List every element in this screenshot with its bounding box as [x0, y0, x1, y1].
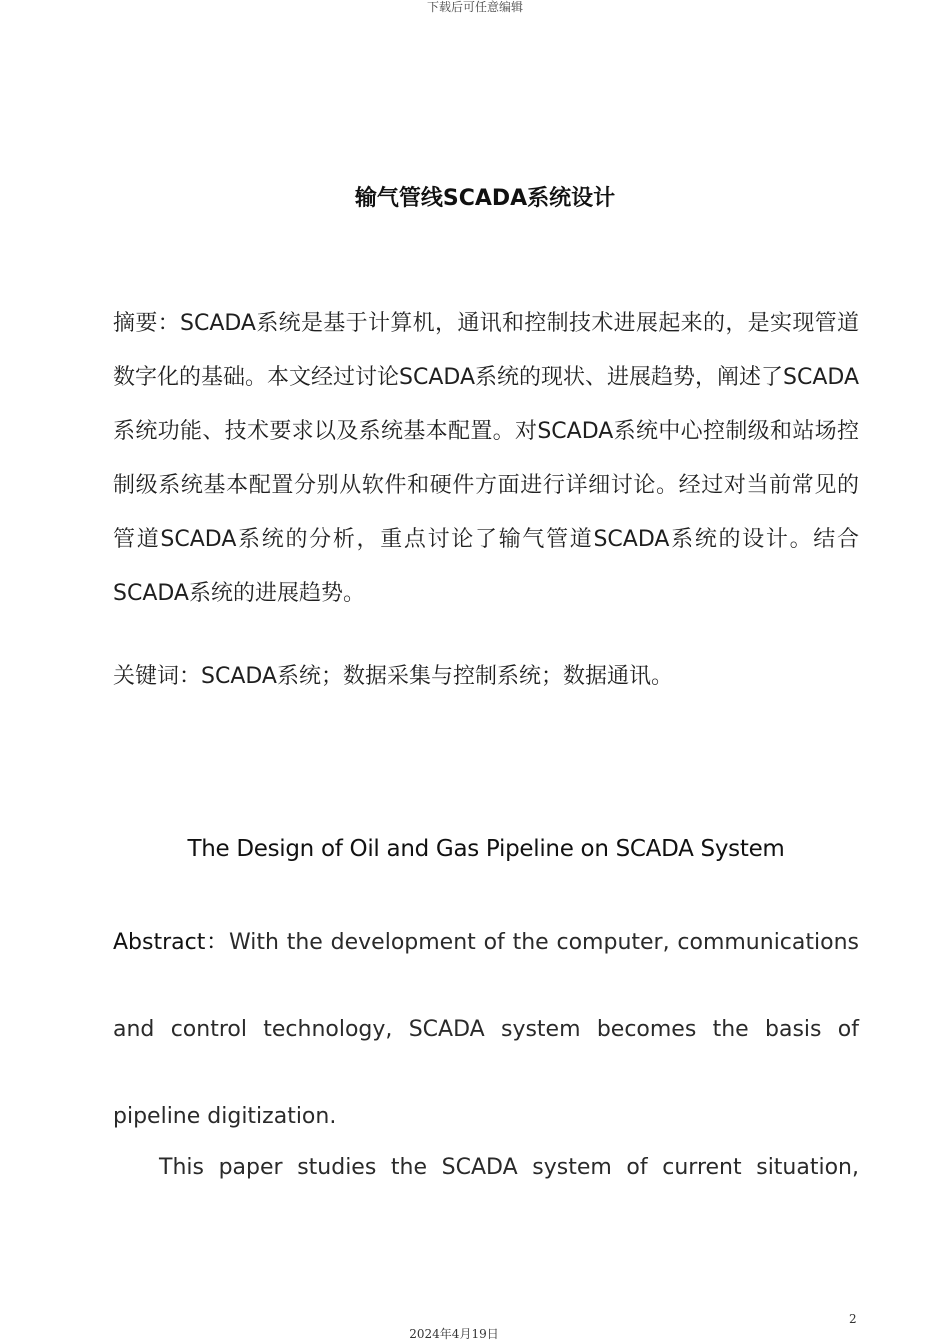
english-abstract-text: With the development of the computer, communications and control technology, SCADA system becomes the basis of pipeline digitization. [113, 930, 859, 1129]
english-title: The Design of Oil and Gas Pipeline on SCADA System [187, 836, 785, 862]
chinese-title: 输气管线SCADA系统设计 [354, 186, 616, 211]
english-abstract [113, 899, 859, 1160]
footer-date: 2024年4月19日 [409, 1327, 499, 1341]
english-abstract-label: Abstract： [113, 930, 229, 955]
english-paragraph: This paper studies the SCADA system of current situation, [159, 1155, 859, 1180]
chinese-abstract: 摘要：SCADA系统是基于计算机，通讯和控制技术进展起来的，是实现管道数字化的基础。本文经过讨论SCADA系统的现状、进展趋势，阐述了SCADA系统功能、技术要求以及系统基本配置。对SCADA系统中心控制级和站场控制级系统基本配置分别从软件和硬件方面进行详细讨论。经过对当前常见的管道SCADA系统的分析，重点讨论了输气管道SCADA系统的设计。结合SCADA系统的进展趋势。 [113, 311, 859, 606]
page-number: 2 [849, 1312, 857, 1326]
header-note: 下载后可任意编辑 [426, 0, 523, 14]
chinese-keywords: 关键词：SCADA系统；数据采集与控制系统；数据通讯。 [113, 664, 673, 689]
